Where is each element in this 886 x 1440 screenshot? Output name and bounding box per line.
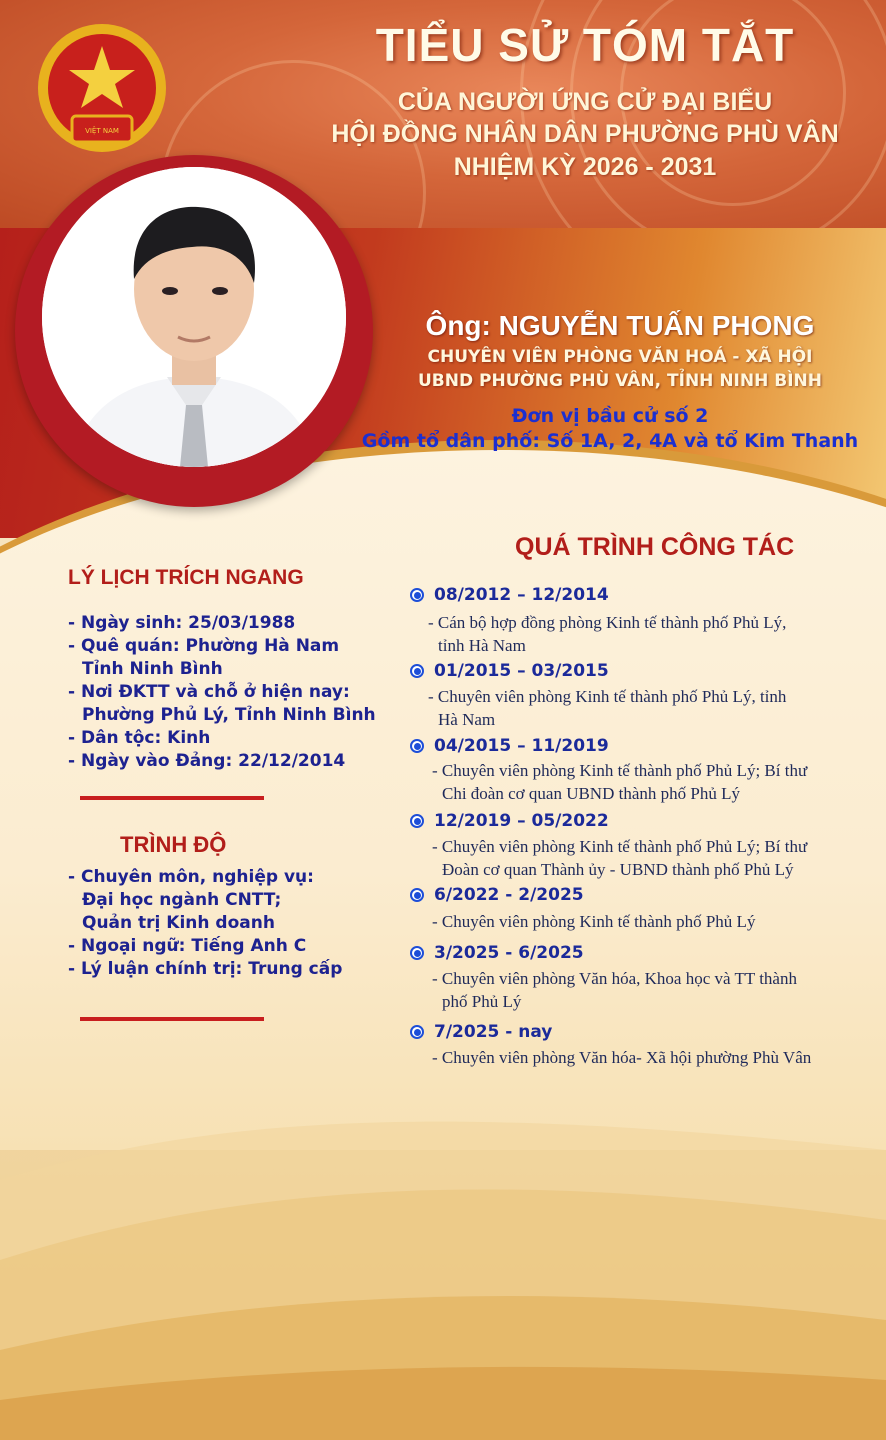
career-item-date: 3/2025 - 6/2025: [410, 943, 584, 963]
subtitle-line-3: NHIỆM KỲ 2026 - 2031: [453, 153, 717, 181]
candidate-portrait: [42, 167, 346, 467]
birth-date: - Ngày sinh: 25/03/1988: [68, 613, 296, 633]
career-item-desc: - Chuyên viên phòng Văn hóa, Khoa học và TT thành: [432, 969, 797, 988]
career-item-desc: Chi đoàn cơ quan UBND thành phố Phủ Lý: [442, 784, 740, 803]
career-item-desc: phố Phủ Lý: [442, 992, 522, 1011]
career-item-date: 7/2025 - nay: [410, 1022, 552, 1042]
bullet-icon: [410, 664, 424, 678]
bullet-icon: [410, 1025, 424, 1039]
career-item-desc: - Chuyên viên phòng Văn hóa- Xã hội phường Phù Vân: [432, 1048, 812, 1067]
page-title: TIỂU SỬ TÓM TẮT: [375, 19, 795, 71]
election-unit-area: Gồm tổ dân phố: Số 1A, 2, 4A và tổ Kim Thanh: [361, 430, 859, 452]
foreign-language: - Ngoại ngữ: Tiếng Anh C: [68, 936, 307, 956]
candidate-name: Ông: NGUYỄN TUẤN PHONG: [425, 310, 815, 341]
candidate-position-1: CHUYÊN VIÊN PHÒNG VĂN HOÁ - XÃ HỘI: [427, 347, 813, 367]
political-theory: - Lý luận chính trị: Trung cấp: [68, 959, 343, 979]
education-section-title: TRÌNH ĐỘ: [120, 832, 227, 857]
national-emblem-icon: [28, 20, 176, 160]
bullet-icon: [410, 814, 424, 828]
svg-text:VIỆT NAM: VIỆT NAM: [85, 127, 119, 135]
career-item-date: 08/2012 – 12/2014: [410, 585, 609, 605]
residence: - Nơi ĐKTT và chỗ ở hiện nay:: [68, 682, 350, 702]
candidate-position-2: UBND PHƯỜNG PHÙ VÂN, TỈNH NINH BÌNH: [418, 371, 822, 391]
career-item-desc: - Chuyên viên phòng Kinh tế thành phố Phủ Lý; Bí thư: [432, 837, 808, 856]
career-item-desc: - Chuyên viên phòng Kinh tế thành phố Phủ Lý, tỉnh: [428, 687, 787, 706]
subtitle-line-2: HỘI ĐỒNG NHÂN DÂN PHƯỜNG PHÙ VÂN: [331, 120, 839, 148]
residence-address: Phường Phủ Lý, Tỉnh Ninh Bình: [82, 705, 376, 725]
career-item-desc: - Cán bộ hợp đồng phòng Kinh tế thành phố Phủ Lý,: [428, 613, 787, 632]
profile-list: [68, 612, 376, 773]
career-item-desc: Hà Nam: [438, 710, 496, 729]
profile-section-title: LÝ LỊCH TRÍCH NGANG: [68, 566, 304, 589]
career-item-desc: Đoàn cơ quan Thành ủy - UBND thành phố Phủ Lý: [442, 860, 794, 879]
specialty-degree-2: Quản trị Kinh doanh: [82, 913, 275, 933]
specialty-degree: Đại học ngành CNTT;: [82, 890, 282, 910]
hometown: - Quê quán: Phường Hà Nam: [68, 636, 340, 656]
career-item-desc: tỉnh Hà Nam: [438, 636, 526, 655]
career-section-title: QUÁ TRÌNH CÔNG TÁC: [515, 533, 795, 561]
ethnicity: - Dân tộc: Kinh: [68, 728, 211, 748]
career-item-desc: - Chuyên viên phòng Kinh tế thành phố Phủ Lý: [432, 912, 756, 931]
career-item-date: 12/2019 – 05/2022: [410, 811, 609, 831]
divider: [80, 796, 264, 800]
career-item-desc: - Chuyên viên phòng Kinh tế thành phố Phủ Lý; Bí thư: [432, 761, 808, 780]
career-item-date: 04/2015 – 11/2019: [410, 736, 609, 756]
subtitle-line-1: CỦA NGƯỜI ỨNG CỬ ĐẠI BIỂU: [397, 88, 773, 116]
divider-2: [80, 1017, 264, 1021]
bullet-icon: [410, 888, 424, 902]
bullet-icon: [410, 739, 424, 753]
golden-wave-decoration: [0, 1060, 886, 1440]
specialty: - Chuyên môn, nghiệp vụ:: [68, 867, 314, 887]
career-item-date: 01/2015 – 03/2015: [410, 661, 609, 681]
election-unit: Đơn vị bầu cử số 2: [511, 405, 709, 427]
bullet-icon: [410, 588, 424, 602]
education-list: [68, 866, 342, 981]
hometown-province: Tỉnh Ninh Bình: [82, 659, 223, 679]
portrait-frame: [15, 155, 373, 507]
party-join-date: - Ngày vào Đảng: 22/12/2014: [68, 751, 346, 771]
bullet-icon: [410, 946, 424, 960]
career-item-date: 6/2022 - 2/2025: [410, 885, 584, 905]
